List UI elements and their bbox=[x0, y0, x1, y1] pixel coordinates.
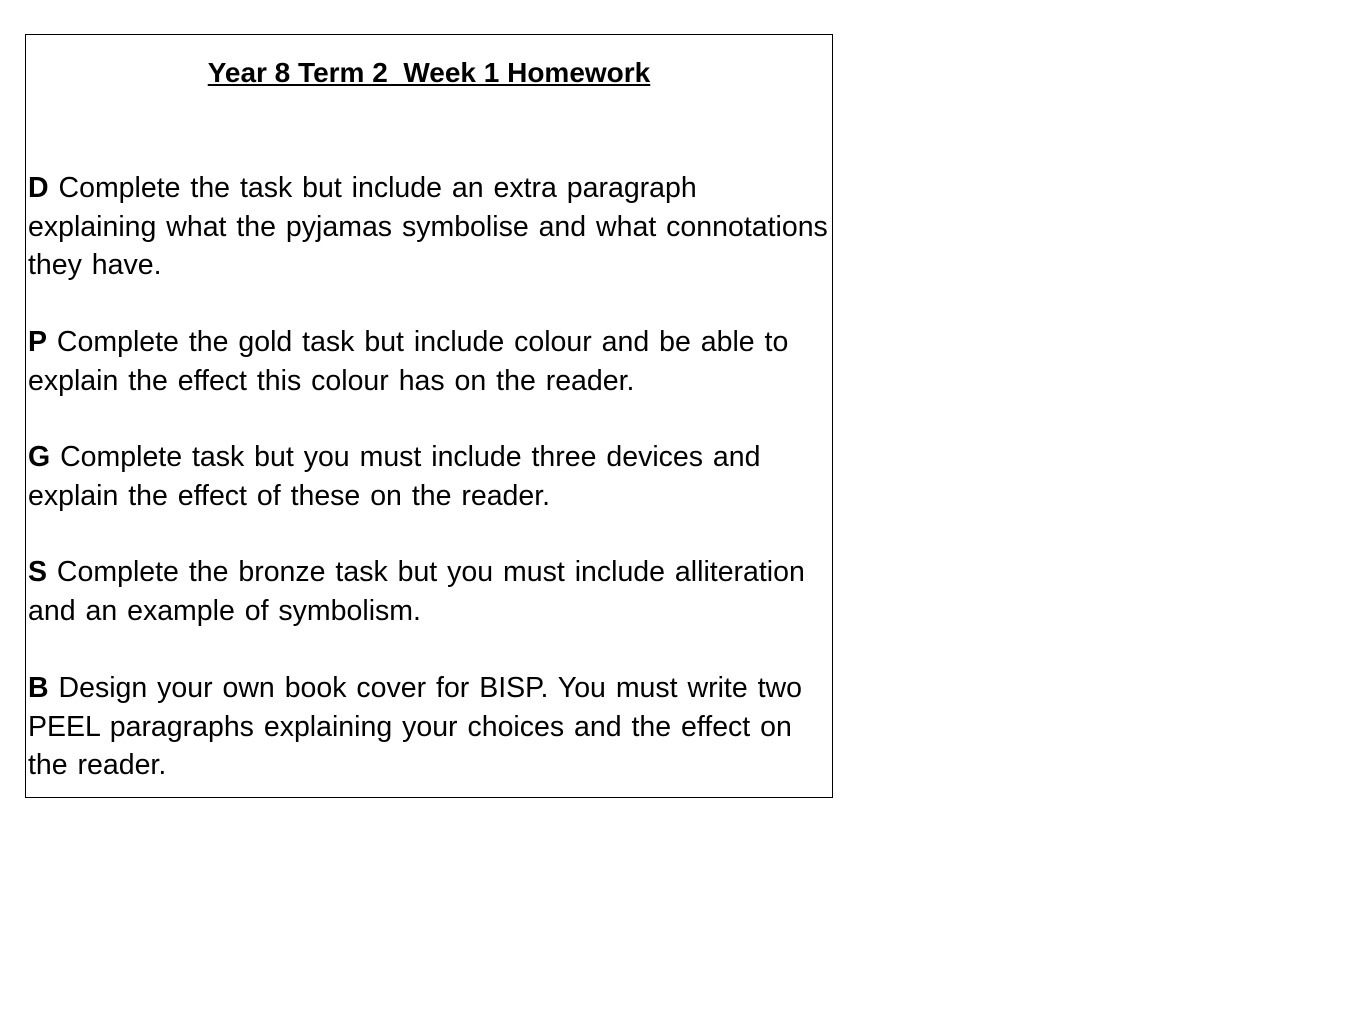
task-p-text: Complete the gold task but include colour and be able to explain the effect this colour has on the reader. bbox=[28, 326, 789, 397]
task-d-text: Complete the task but include an extra paragraph explaining what the pyjamas symbolise and what connotations they have. bbox=[28, 172, 828, 282]
task-g bbox=[28, 438, 830, 515]
task-b-code: B bbox=[28, 672, 49, 704]
task-s bbox=[28, 553, 830, 630]
homework-box bbox=[25, 34, 833, 798]
page-title: Year 8 Term 2 Week 1 Homework bbox=[207, 57, 651, 88]
task-b bbox=[28, 669, 830, 785]
task-g-text: Complete task but you must include three devices and explain the effect of these on the reader. bbox=[28, 441, 761, 512]
task-b-text: Design your own book cover for BISP. You must write two PEEL paragraphs explaining your choices and the effect on the reader. bbox=[28, 672, 802, 782]
task-g-code: G bbox=[28, 441, 51, 473]
task-s-text: Complete the bronze task but you must include alliteration and an example of symbolism. bbox=[28, 556, 805, 627]
task-s-code: S bbox=[28, 556, 48, 588]
task-d bbox=[28, 169, 830, 285]
task-d-code: D bbox=[28, 172, 49, 204]
task-p-code: P bbox=[28, 326, 48, 358]
task-p bbox=[28, 323, 830, 400]
